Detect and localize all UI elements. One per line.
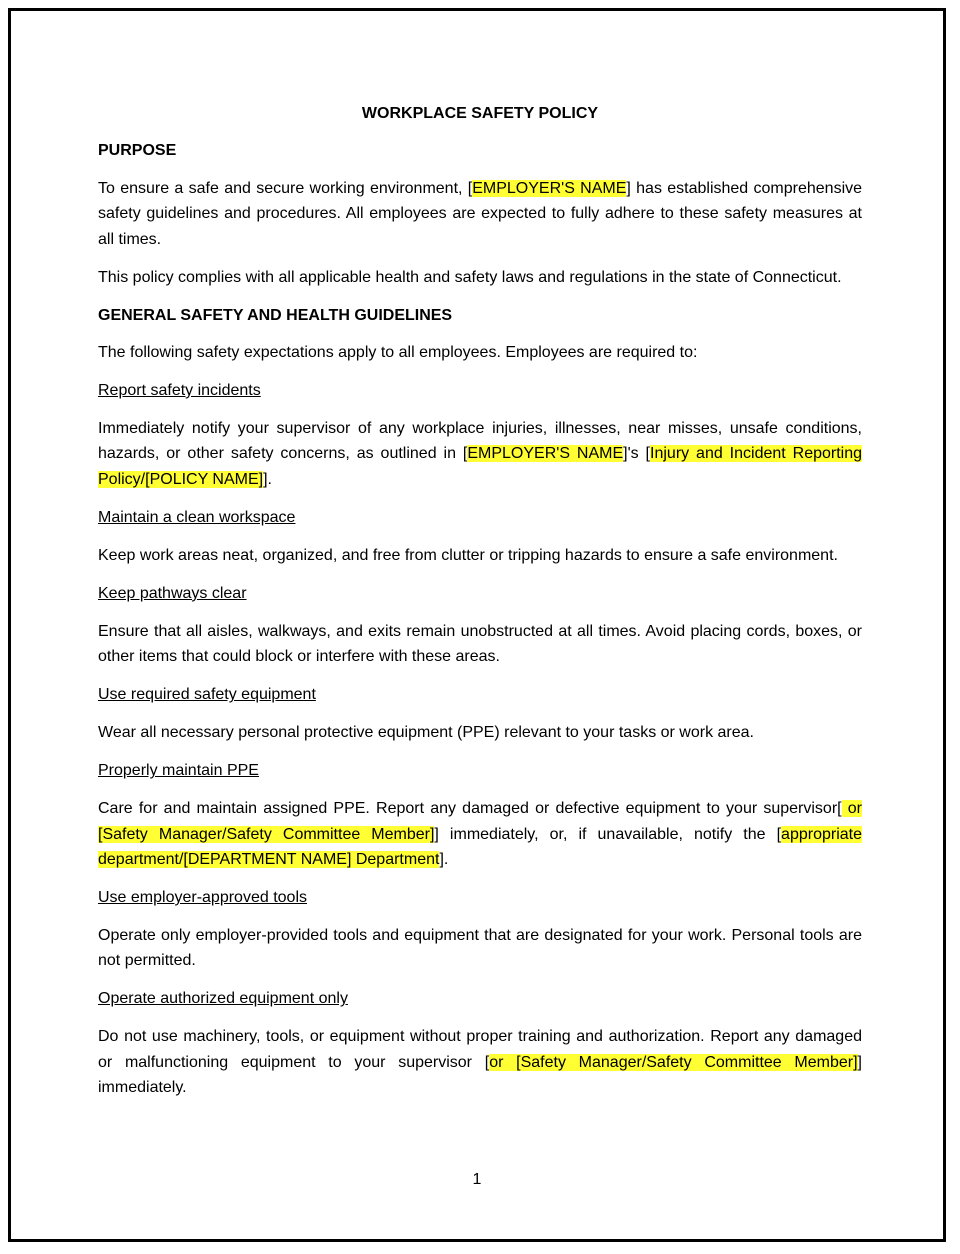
section-title-safety-equipment: Use required safety equipment	[98, 686, 316, 704]
section-body-maintain-ppe: Care for and maintain assigned PPE. Report any damaged or defective equipment to your supervisor[ or [Safety Manager/Safety Committee Member]] immediately, or, if unavailable, notify the [appropriate department/[DEPARTMENT NAME] Department].	[98, 800, 863, 869]
placeholder-highlight: appropriate department/[DEPARTMENT NAME] Department	[98, 825, 862, 869]
section-body-clean-workspace: Keep work areas neat, organized, and free from clutter or tripping hazards to ensure a safe environment.	[98, 546, 838, 564]
placeholder-highlight: EMPLOYER'S NAME	[467, 445, 624, 463]
section-title-maintain-ppe: Properly maintain PPE	[98, 762, 259, 780]
section-title-clean-workspace: Maintain a clean workspace	[98, 508, 296, 526]
placeholder-highlight: or [Safety Manager/Safety Committee Member]	[489, 1053, 858, 1071]
document-body	[98, 101, 862, 1113]
section-body-safety-equipment: Wear all necessary personal protective equipment (PPE) relevant to your tasks or work area.	[98, 724, 754, 742]
section-body-pathways-clear: Ensure that all aisles, walkways, and exits remain unobstructed at all times. Avoid placing cords, boxes, or other items that could block or interfere with these areas.	[98, 622, 862, 666]
section-title-approved-tools: Use employer-approved tools	[98, 889, 307, 907]
general-guidelines-heading: GENERAL SAFETY AND HEALTH GUIDELINES	[98, 306, 453, 324]
section-title-authorized-equipment: Operate authorized equipment only	[98, 990, 348, 1008]
document-title: WORKPLACE SAFETY POLICY	[361, 105, 599, 122]
placeholder-highlight: or [Safety Manager/Safety Committee Member]	[98, 800, 863, 843]
section-body-report-incidents: Immediately notify your supervisor of any workplace injuries, illnesses, near misses, unsafe conditions, hazards, or other safety concerns, as outlined in [EMPLOYER'S NAME]'s [Injury and Incident Reporting Policy/[POLICY NAME]].	[98, 420, 863, 488]
section-body-authorized-equipment: Do not use machinery, tools, or equipment without proper training and authorization. Report any damaged or malfunctioning equipment to your supervisor [or [Safety Manager/Safety Committee Member]] immediately.	[98, 1028, 862, 1097]
page-number: 1	[472, 1171, 482, 1188]
general-intro-paragraph: The following safety expectations apply to all employees. Employees are required to:	[98, 344, 698, 362]
placeholder-highlight: EMPLOYER'S NAME	[472, 179, 627, 197]
placeholder-highlight: Injury and Incident Reporting Policy/[POLICY NAME]	[98, 445, 863, 488]
document-page	[8, 8, 946, 1242]
section-title-pathways-clear: Keep pathways clear	[98, 584, 247, 602]
purpose-paragraph-2: This policy complies with all applicable health and safety laws and regulations in the state of Connecticut.	[98, 268, 842, 286]
section-title-report-incidents: Report safety incidents	[98, 382, 261, 400]
section-body-approved-tools: Operate only employer-provided tools and equipment that are designated for your work. Personal tools are not permitted.	[98, 927, 862, 970]
purpose-paragraph-1: To ensure a safe and secure working environment, [EMPLOYER'S NAME] has established comprehensive safety guidelines and procedures. All employees are expected to fully adhere to these safety measures at all times.	[98, 179, 863, 248]
purpose-heading: PURPOSE	[98, 142, 177, 160]
